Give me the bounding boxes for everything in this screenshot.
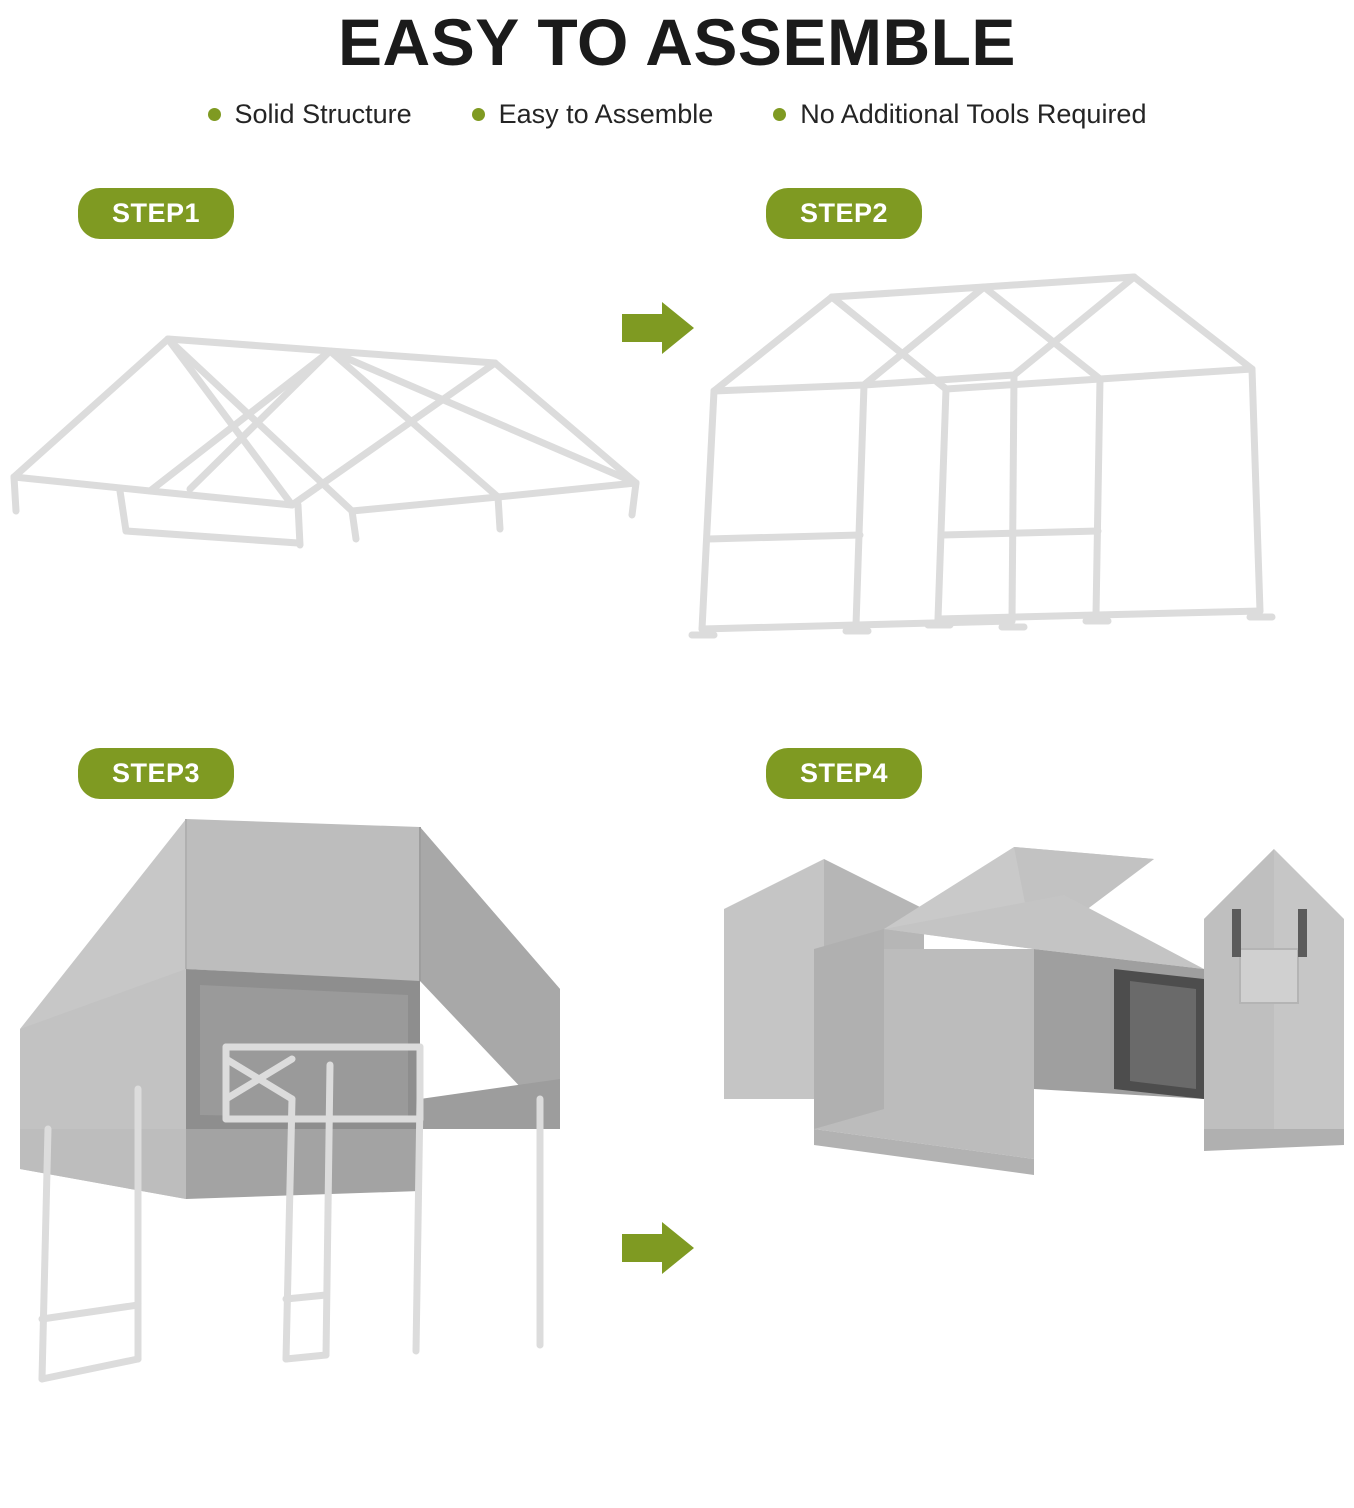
feature-list (0, 99, 1354, 130)
steps-grid (0, 188, 1354, 1438)
feature-item-2 (472, 99, 714, 130)
bullet-icon (208, 108, 221, 121)
step-badge-4: STEP4 (766, 748, 922, 799)
step-illustration-1 (0, 239, 640, 659)
feature-item-3 (773, 99, 1146, 130)
step-illustration-2 (684, 239, 1354, 689)
page-title: EASY TO ASSEMBLE (338, 5, 1016, 79)
step-panel-2 (684, 188, 1354, 718)
step-panel-4 (684, 748, 1354, 1428)
step-badge-3: STEP3 (78, 748, 234, 799)
feature-label: No Additional Tools Required (800, 99, 1147, 130)
step-badge-1: STEP1 (78, 188, 234, 239)
step-illustration-4 (684, 799, 1354, 1269)
infographic-page (0, 5, 1354, 1508)
feature-item-1 (208, 99, 412, 130)
bullet-icon (472, 108, 485, 121)
step-panel-1 (0, 188, 640, 718)
feature-label: Easy to Assemble (498, 99, 714, 130)
step-badge-2: STEP2 (766, 188, 922, 239)
step-panel-3 (0, 748, 640, 1428)
bullet-icon (773, 108, 786, 121)
step-illustration-3 (0, 799, 640, 1399)
feature-label: Solid Structure (234, 99, 412, 130)
